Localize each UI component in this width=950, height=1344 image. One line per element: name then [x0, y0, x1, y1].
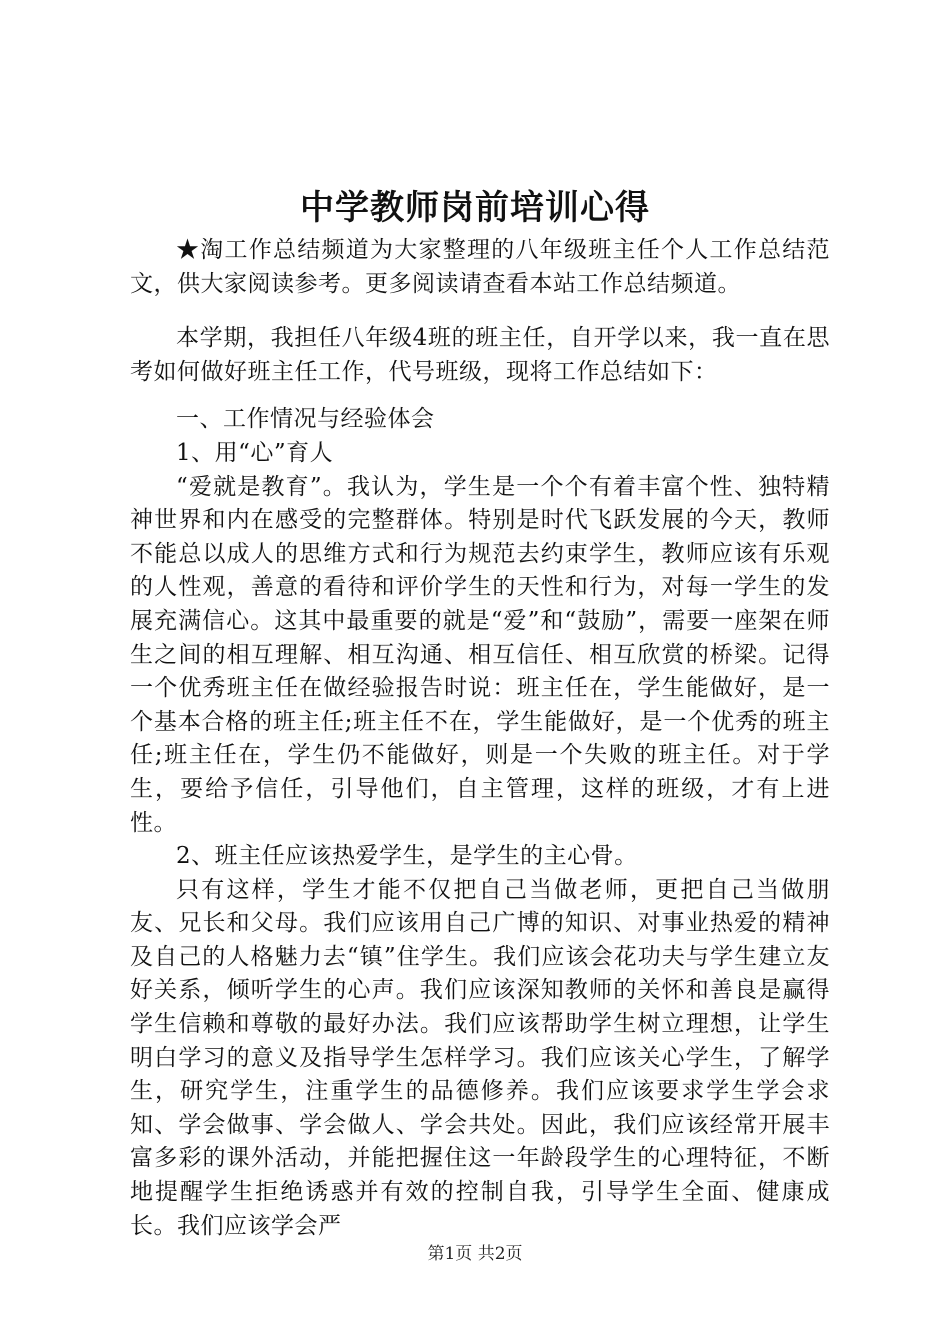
paragraph-spacer [130, 301, 830, 322]
subsection-heading: 1、用“心”育人 [176, 439, 334, 466]
section-heading: 一、工作情况与经验体会 [176, 406, 435, 433]
subsection-heading: 2、班主任应该热爱学生，是学生的主心骨。 [176, 843, 638, 870]
body-paragraph: 只有这样，学生才能不仅把自己当做老师，更把自己当做朋友、兄长和父母。我们应该用自己广博的知识、对事业热爱的精神及自己的人格魅力去“镇”住学生。我们应该会花功夫与学生建立友好关系，倾听学生的心声。我们应该深知教师的关怀和善良是赢得学生信赖和尊敬的最好办法。我们应该帮助学生树立理想，让学生明白学习的意义及指导学生怎样学习。我们应该关心学生，了解学生，研究学生，注重学生的品德修养。我们应该要求学生学会求知、学会做事、学会做人、学会共处。因此，我们应该经常开展丰富多彩的课外活动，并能把握住这一年龄段学生的心理特征，不断地提醒学生拒绝诱惑并有效的控制自我，引导学生全面、健康成长。我们应该学会严 [130, 876, 830, 1239]
intro-paragraph: ★淘工作总结频道为大家整理的八年级班主任个人工作总结范文，供大家阅读参考。更多阅读请查看本站工作总结频道。 [130, 237, 830, 297]
paragraph-spacer [130, 389, 830, 403]
document-title: 中学教师岗前培训心得 [300, 188, 650, 228]
body-paragraph: “爱就是教育”。我认为，学生是一个个有着丰富个性、独特精神世界和内在感受的完整群体。特别是时代飞跃发展的今天，教师不能总以成人的思维方式和行为规范去约束学生，教师应该有乐观的人性观，善意的看待和评价学生的天性和行为，对每一学生的发展充满信心。这其中最重要的就是“爱”和“鼓励”，需要一座架在师生之间的相互理解、相互沟通、相互信任、相互欣赏的桥梁。记得一个优秀班主任在做经验报告时说：班主任在，学生能做好，是一个基本合格的班主任;班主任不在，学生能做好，是一个优秀的班主任;班主任在，学生仍不能做好，则是一个失败的班主任。对于学生，要给予信任，引导他们，自主管理，这样的班级，才有上进性。 [130, 473, 830, 836]
opening-paragraph: 本学期，我担任八年级4班的班主任，自开学以来，我一直在思考如何做好班主任工作，代号班级，现将工作总结如下： [130, 325, 830, 385]
page-number-footer: 第1页 共2页 [427, 1244, 523, 1264]
document-body [130, 234, 830, 1243]
